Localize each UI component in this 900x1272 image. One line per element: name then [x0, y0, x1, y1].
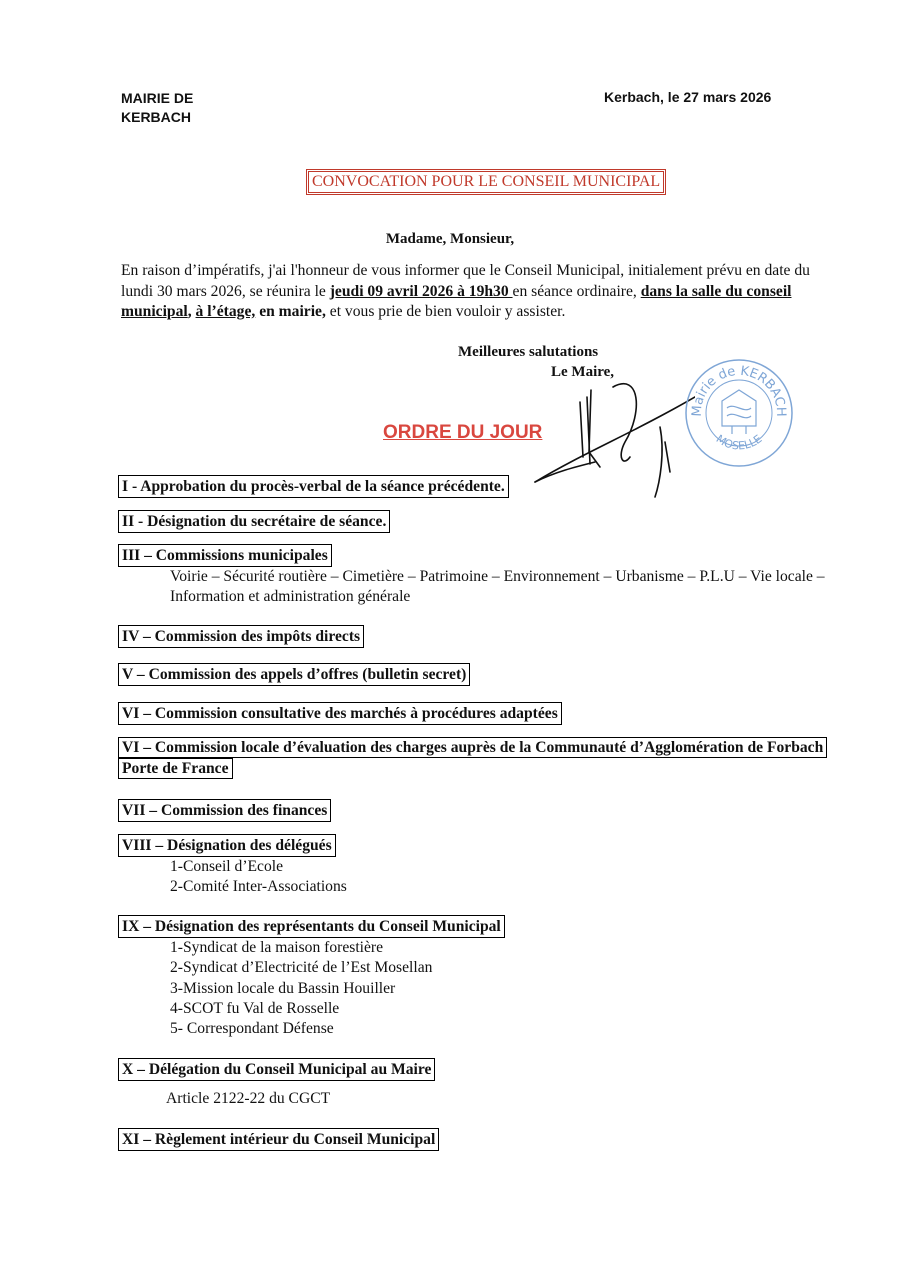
agenda-item-10-subs — [170, 938, 432, 1039]
body-text: et vous prie de bien vouloir y assister. — [325, 303, 566, 320]
meeting-location: dans la salle du conseil municipal — [121, 282, 792, 320]
meeting-place: en mairie, — [259, 303, 326, 320]
agenda-item-2: II - Désignation du secrétaire de séance. — [118, 510, 390, 533]
agenda-item-4: IV – Commission des impôts directs — [118, 625, 364, 648]
list-item: 4-SCOT fu Val de Rosselle — [170, 999, 340, 1017]
agenda-item-11-detail: Article 2122-22 du CGCT — [166, 1090, 331, 1107]
agenda-item-6: VI – Commission consultative des marchés à procédures adaptées — [118, 702, 562, 725]
closing-signer: Le Maire, — [551, 364, 615, 380]
list-item: 5- Correspondant Défense — [170, 1020, 334, 1038]
mairie-header: MAIRIE DE KERBACH — [121, 90, 194, 125]
list-item: 1-Syndicat de la maison forestière — [170, 939, 384, 956]
agenda-item-1: I - Approbation du procès-verbal de la séance précédente. — [118, 475, 509, 498]
closing-greeting: Meilleures salutations — [458, 344, 599, 360]
signature — [525, 372, 695, 517]
agenda-item-9: VIII – Désignation des délégués — [118, 834, 336, 857]
agenda-item-5: V – Commission des appels d’offres (bulletin secret) — [118, 663, 470, 686]
agenda-heading: ORDRE DU JOUR — [383, 422, 543, 443]
stamp-emblem-icon — [722, 390, 756, 434]
body-paragraph — [121, 261, 839, 323]
agenda-item-10: IX – Désignation des représentants du Conseil Municipal — [118, 915, 505, 938]
list-item: 2-Syndicat d’Electricité de l’Est Mosellan — [170, 959, 433, 977]
body-text: en séance ordinaire, — [512, 282, 641, 300]
agenda-item-9-subs — [170, 857, 347, 898]
list-item: 2-Comité Inter-Associations — [170, 878, 347, 896]
list-item: 3-Mission locale du Bassin Houiller — [170, 979, 396, 997]
stamp-bottom-text: MOSELLE — [713, 432, 765, 453]
salutation: Madame, Monsieur, — [385, 231, 515, 247]
meeting-datetime: jeudi 09 avril 2026 à 19h30 — [329, 282, 513, 300]
agenda-item-7-label: VI – Commission locale d’évaluation des charges auprès de la Communauté d’Agglomération de Forbach Porte de France — [118, 737, 827, 779]
agenda-item-3: III – Commissions municipales — [118, 544, 332, 567]
mairie-stamp — [682, 356, 796, 470]
meeting-floor: à l’étage, — [195, 303, 256, 320]
agenda-item-7 — [118, 737, 830, 779]
convocation-title: CONVOCATION POUR LE CONSEIL MUNICIPAL — [308, 171, 664, 193]
stamp-text: Mairie de KERBACH — [689, 363, 789, 417]
convocation-title-box — [306, 169, 666, 195]
agenda-item-8: VII – Commission des finances — [118, 799, 331, 822]
body-text: En raison d’impératifs, j'ai l'honneur de vous informer que le Conseil Municipal, initialement prévu en date du lundi 30 mars 2026, se réunira le — [121, 262, 810, 300]
list-item: 1-Conseil d’Ecole — [170, 858, 284, 875]
agenda-item-11: X – Délégation du Conseil Municipal au Maire — [118, 1058, 435, 1081]
separator: , — [187, 303, 196, 320]
agenda-item-12: XI – Règlement intérieur du Conseil Municipal — [118, 1128, 439, 1151]
document-date: Kerbach, le 27 mars 2026 — [604, 89, 772, 105]
agenda-item-3-detail: Voirie – Sécurité routière – Cimetière – Patrimoine – Environnement – Urbanisme – P.L.U – Vie locale – Information et administration générale — [170, 568, 825, 606]
